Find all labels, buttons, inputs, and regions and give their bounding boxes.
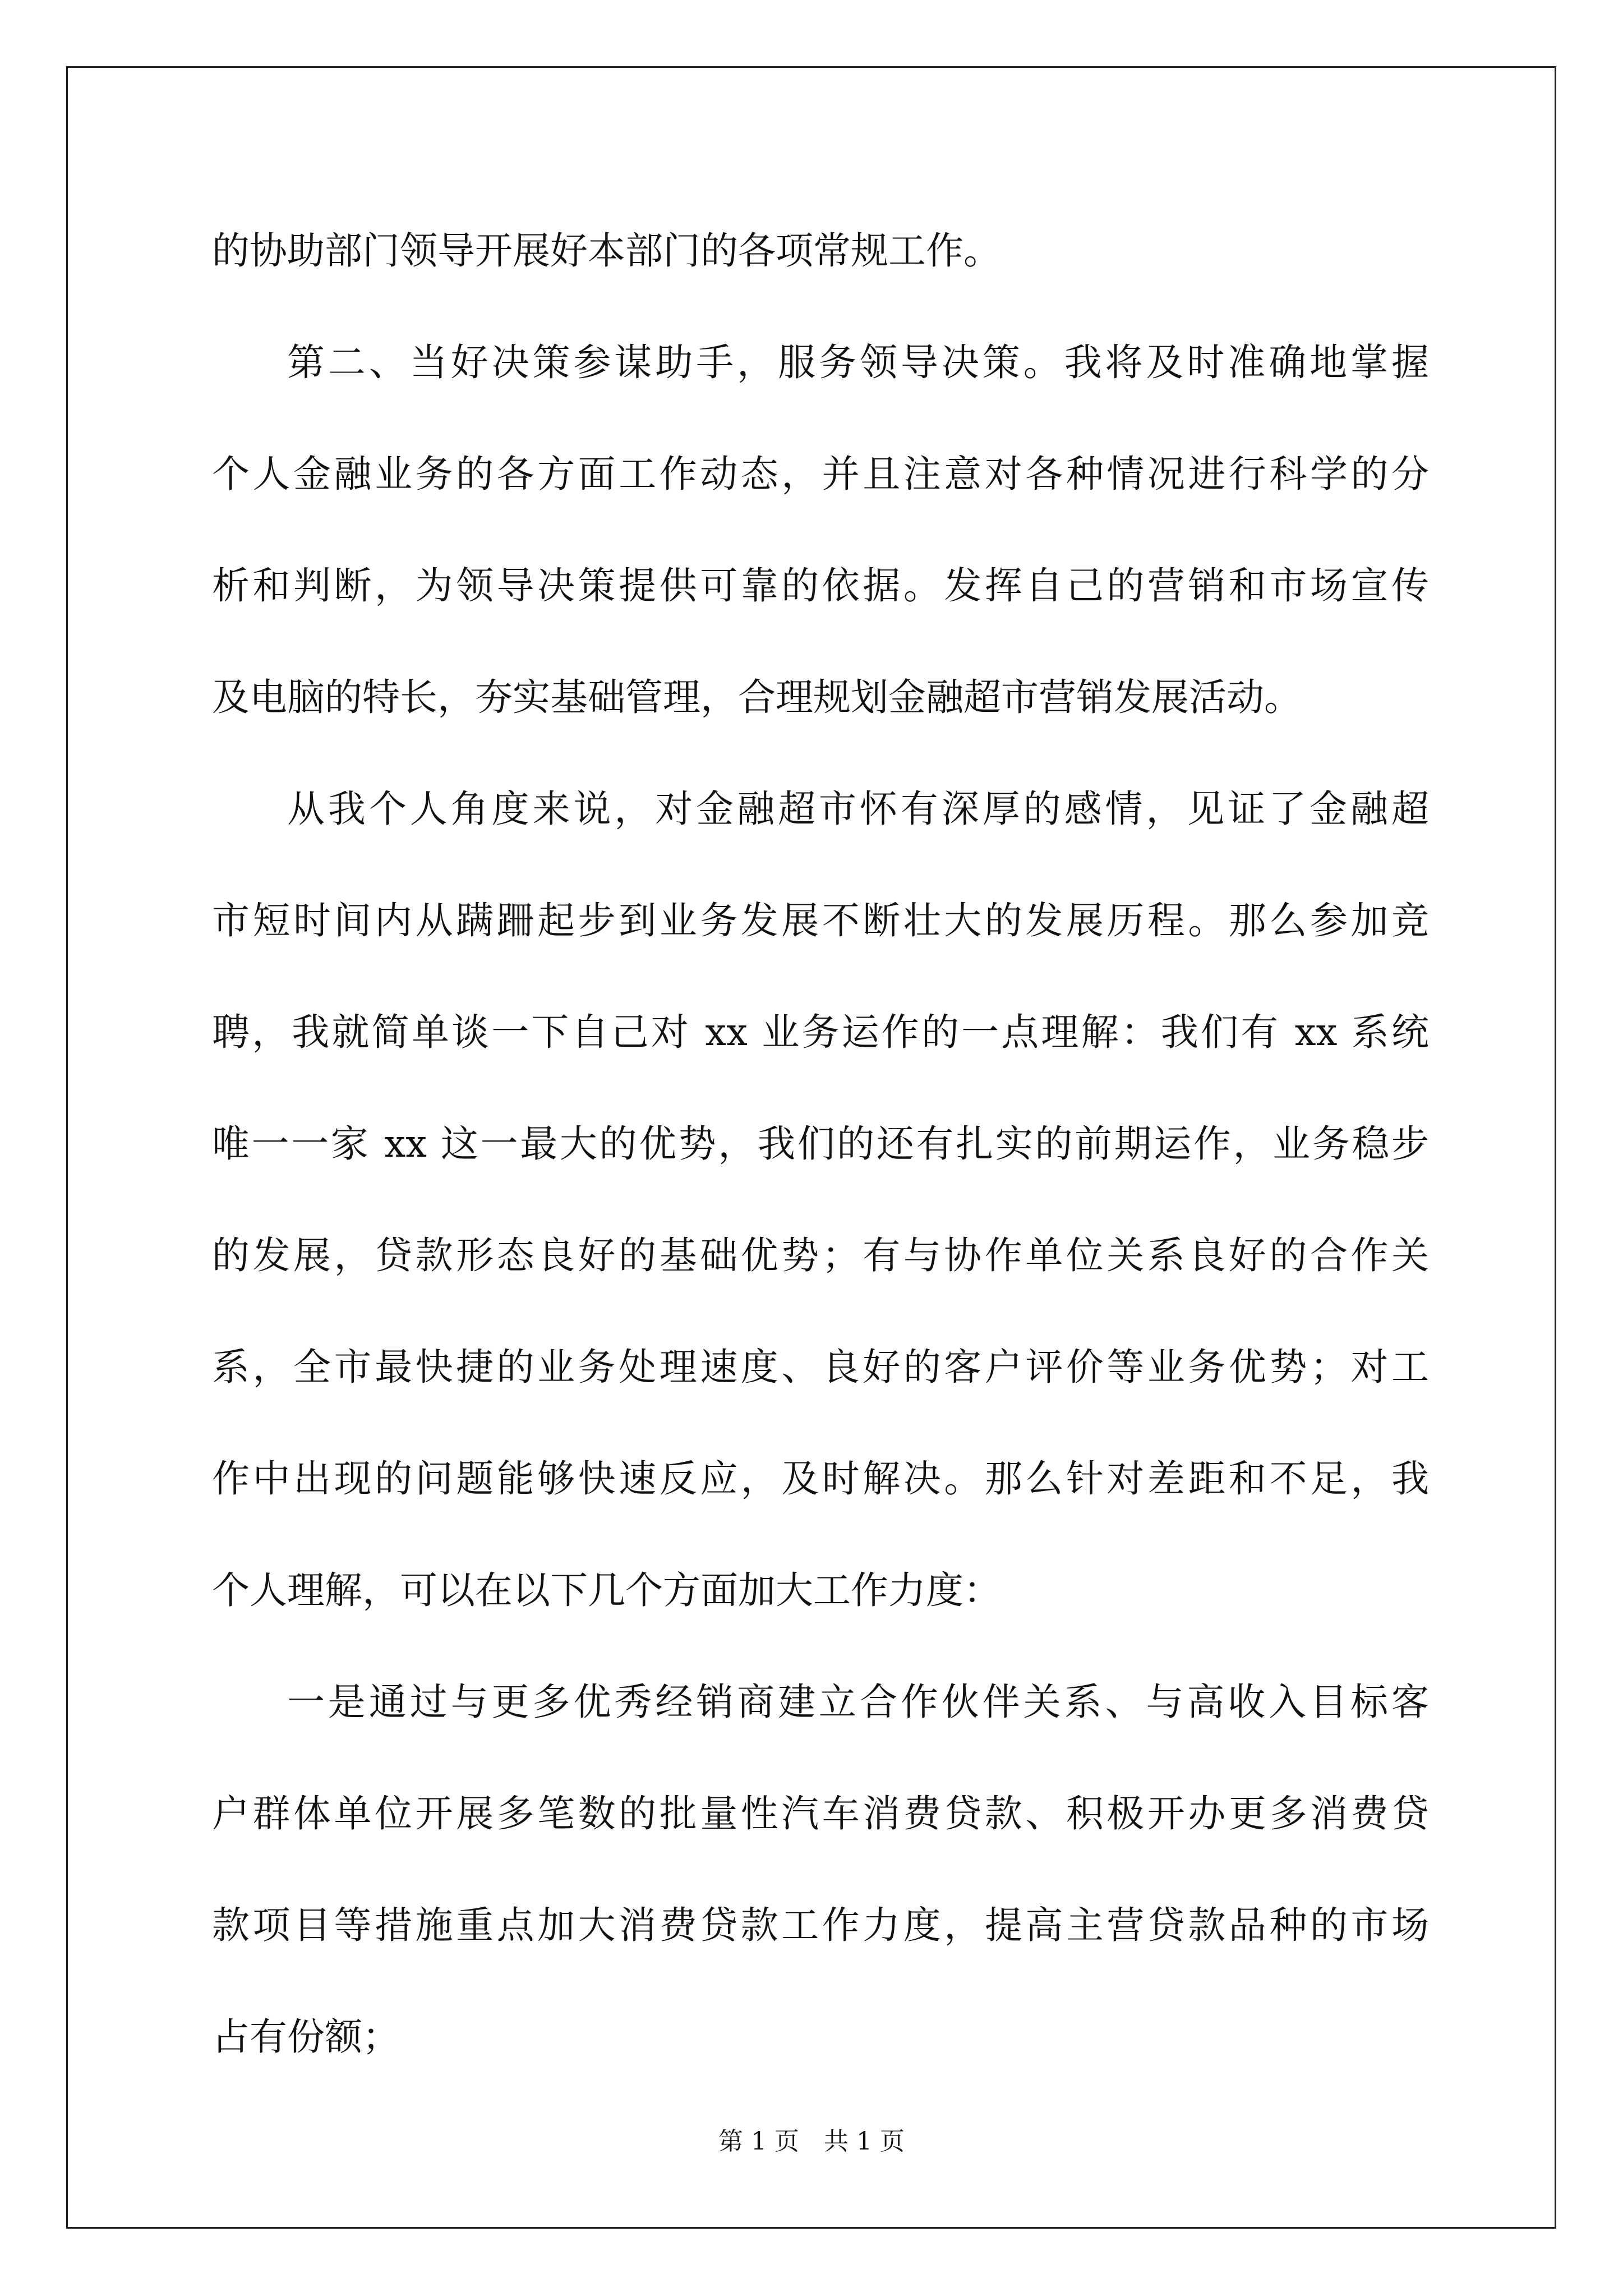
text-line: 唯一一家 xx 这一最大的优势，我们的还有扎实的前期运作，业务稳步 [212, 1122, 1429, 1166]
text-line: 的发展，贷款形态良好的基础优势；有与协作单位关系良好的合作关 [212, 1234, 1429, 1277]
text-line: 的协助部门领导开展好本部门的各项常规工作。 [212, 229, 1001, 273]
page-footer [0, 2125, 1623, 2159]
text-line: 作中出现的问题能够快速反应，及时解决。那么针对差距和不足，我 [212, 1457, 1429, 1501]
paragraph-first-line: 第二、当好决策参谋助手，服务领导决策。我将及时准确地掌握 [287, 341, 1429, 384]
page-number: 第 1 页 [718, 2127, 799, 2156]
text-line: 系，全市最快捷的业务处理速度、良好的客户评价等业务优势；对工 [212, 1345, 1429, 1389]
text-line: 个人理解，可以在以下几个方面加大工作力度： [212, 1568, 1001, 1612]
text-line: 款项目等措施重点加大消费贷款工作力度，提高主营贷款品种的市场 [212, 1903, 1429, 1947]
paragraph-first-line: 一是通过与更多优秀经销商建立合作伙伴关系、与高收入目标客 [287, 1680, 1429, 1724]
page-total: 共 1 页 [824, 2127, 905, 2156]
text-line: 聘，我就简单谈一下自己对 xx 业务运作的一点理解：我们有 xx 系统 [212, 1010, 1429, 1054]
text-line: 析和判断，为领导决策提供可靠的依据。发挥自己的营销和市场宣传 [212, 564, 1429, 608]
text-line: 及电脑的特长，夯实基础管理，合理规划金融超市营销发展活动。 [212, 675, 1302, 719]
text-line: 占有份额； [212, 2015, 400, 2059]
document-body [212, 195, 1429, 2093]
paragraph-first-line: 从我个人角度来说，对金融超市怀有深厚的感情，见证了金融超 [287, 787, 1429, 831]
text-line: 市短时间内从蹒跚起步到业务发展不断壮大的发展历程。那么参加竞 [212, 899, 1429, 942]
text-line: 户群体单位开展多笔数的批量性汽车消费贷款、积极开办更多消费贷 [212, 1792, 1429, 1835]
text-line: 个人金融业务的各方面工作动态，并且注意对各种情况进行科学的分 [212, 452, 1429, 496]
